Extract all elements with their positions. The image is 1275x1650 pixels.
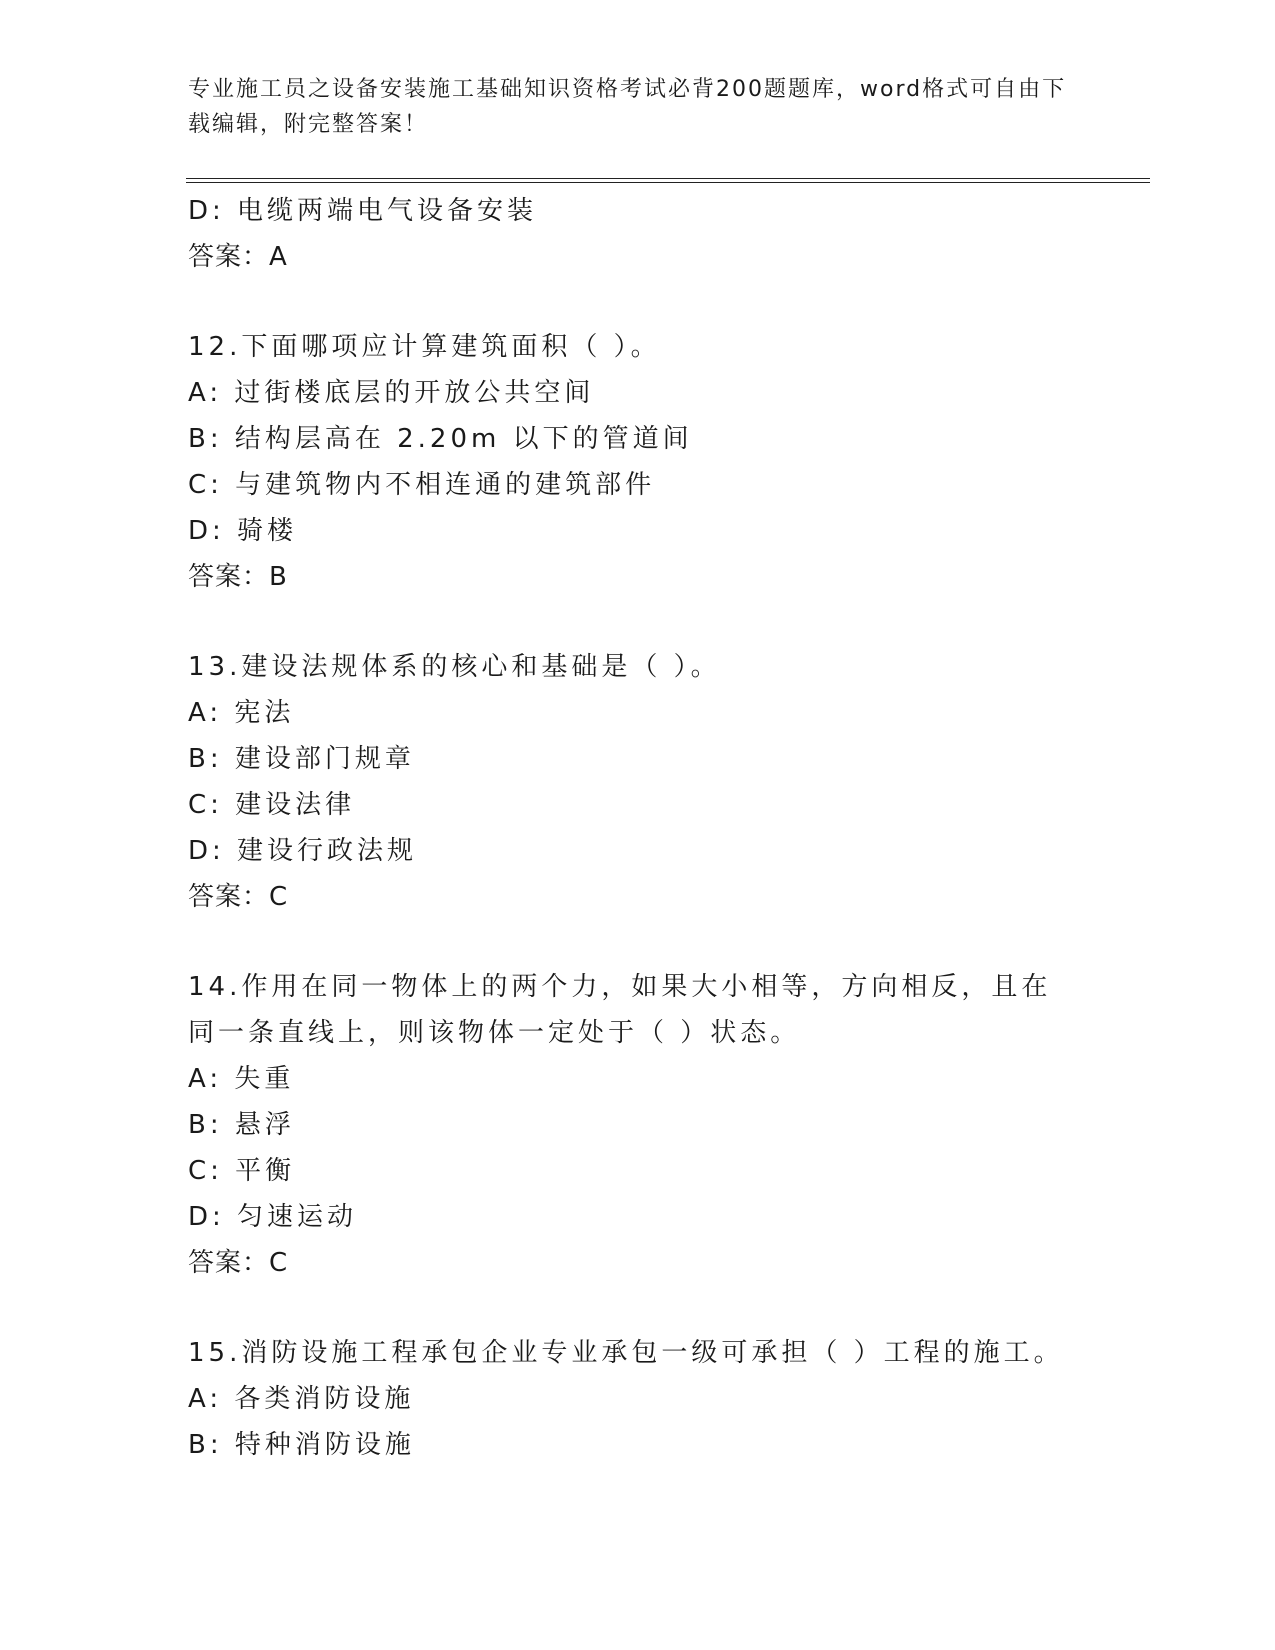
option-d: D: 电缆两端电气设备安装 bbox=[188, 196, 538, 226]
option-d: D: 建设行政法规 bbox=[188, 836, 418, 866]
option-a: A: 宪法 bbox=[188, 698, 295, 728]
option-b: B: 建设部门规章 bbox=[188, 744, 415, 774]
question-stem: 15.消防设施工程承包企业专业承包一级可承担（ ）工程的施工。 bbox=[188, 1338, 1064, 1368]
question-list bbox=[188, 188, 1088, 1468]
header-divider bbox=[186, 178, 1150, 183]
question-stem: 13.建设法规体系的核心和基础是（ ）。 bbox=[188, 652, 721, 682]
option-b: B: 悬浮 bbox=[188, 1110, 295, 1140]
option-a: A: 失重 bbox=[188, 1064, 295, 1094]
question-13 bbox=[188, 644, 1088, 920]
answer: 答案：C bbox=[188, 882, 289, 912]
question-stem: 12.下面哪项应计算建筑面积（ ）。 bbox=[188, 332, 661, 362]
question-14 bbox=[188, 964, 1088, 1286]
option-c: C: 与建筑物内不相连通的建筑部件 bbox=[188, 470, 656, 500]
option-a: A: 过街楼底层的开放公共空间 bbox=[188, 378, 595, 408]
question-12 bbox=[188, 324, 1088, 600]
question-15 bbox=[188, 1330, 1088, 1468]
option-b: B: 特种消防设施 bbox=[188, 1430, 415, 1460]
option-c: C: 平衡 bbox=[188, 1156, 296, 1186]
question-stem: 14.作用在同一物体上的两个力，如果大小相等，方向相反，且在同一条直线上，则该物体一定处于（ ）状态。 bbox=[188, 972, 1052, 1048]
option-d: D: 骑楼 bbox=[188, 516, 298, 546]
question-fragment-11 bbox=[188, 188, 1088, 280]
answer: 答案：A bbox=[188, 242, 288, 272]
option-c: C: 建设法律 bbox=[188, 790, 356, 820]
document-header: 专业施工员之设备安装施工基础知识资格考试必背200题题库，word格式可自由下载编辑，附完整答案！ bbox=[188, 77, 1067, 137]
answer: 答案：C bbox=[188, 1248, 289, 1278]
option-a: A: 各类消防设施 bbox=[188, 1384, 415, 1414]
option-d: D: 匀速运动 bbox=[188, 1202, 358, 1232]
answer: 答案：B bbox=[188, 562, 288, 592]
option-b: B: 结构层高在 2.20m 以下的管道间 bbox=[188, 424, 693, 454]
